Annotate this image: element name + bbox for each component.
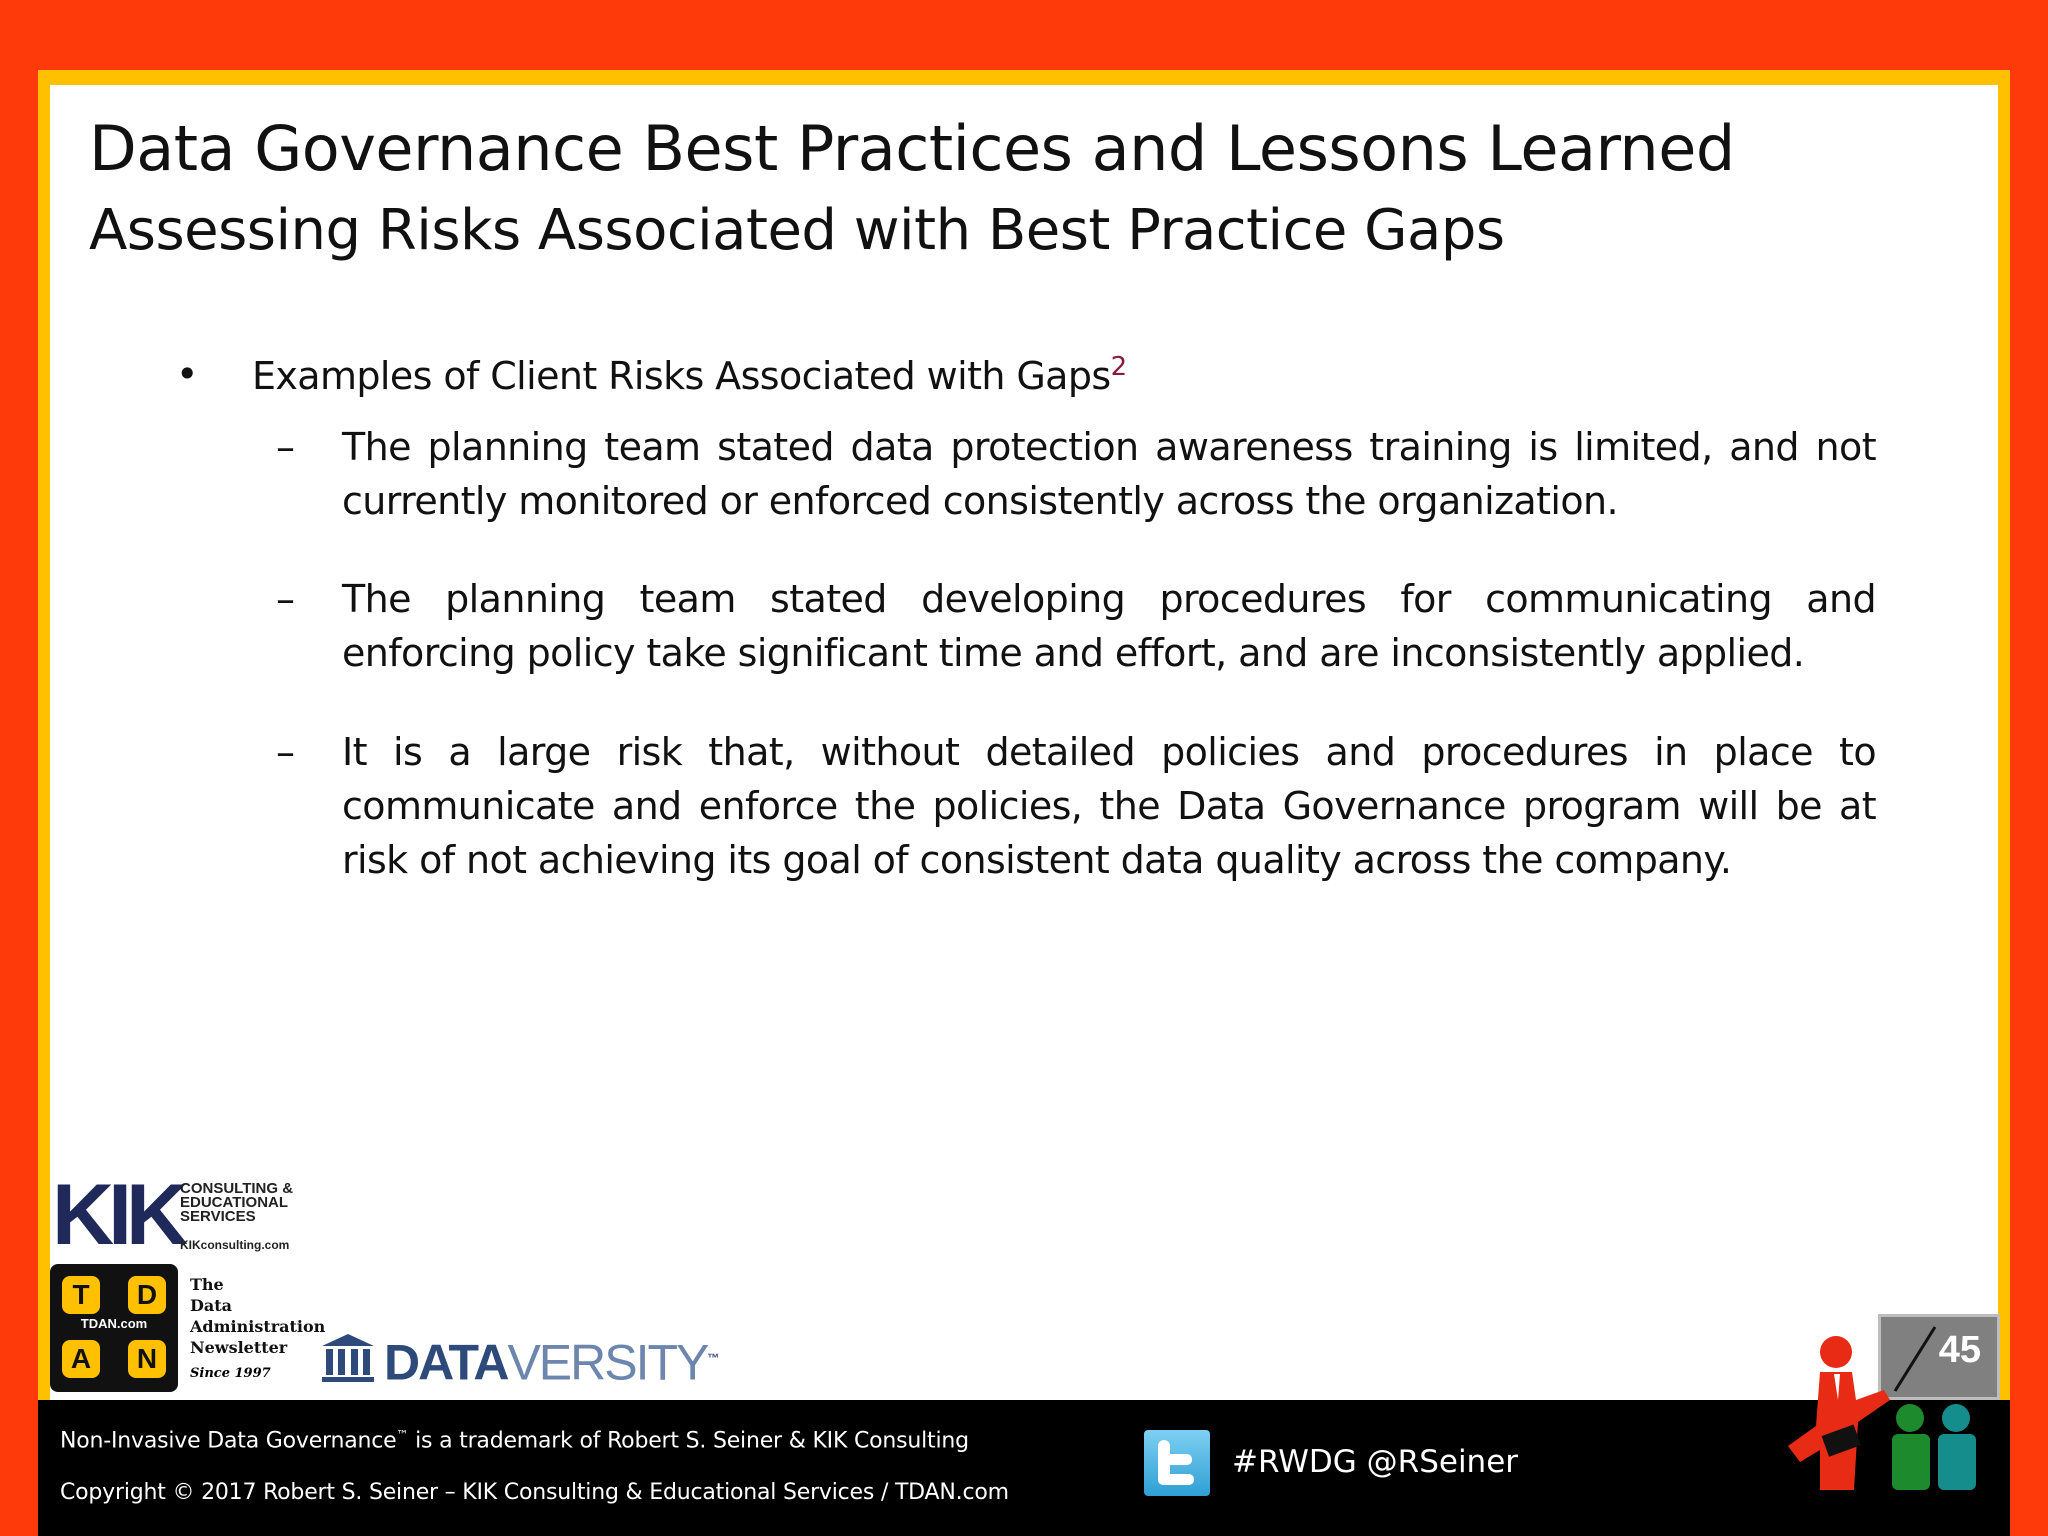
sub-bullet-text: It is a large risk that, without detailed policies and procedures in place to communicate and enforce the policies, the Data Governance program will be at risk of not achieving its goal of consistent data quality across the company.	[342, 730, 1876, 882]
trademark-notice	[60, 1428, 969, 1453]
tdan-letter: T	[62, 1276, 100, 1314]
presenter-icon	[1780, 1330, 2000, 1506]
twitter-icon	[1144, 1430, 1210, 1496]
tdan-badge	[50, 1264, 178, 1392]
dataversity-wordmark	[384, 1330, 717, 1391]
copyright-notice: Copyright © 2017 Robert S. Seiner – KIK Consulting & Educational Services / TDAN.com	[60, 1480, 1009, 1505]
slide-subtitle: Assessing Risks Associated with Best Practice Gaps	[89, 198, 1505, 263]
tdan-site: TDAN.com	[80, 1316, 148, 1331]
footnote-ref: 2	[1110, 352, 1127, 382]
trademark-prefix: Non-Invasive Data Governance	[60, 1428, 397, 1454]
social-handle: #RWDG @RSeiner	[1232, 1444, 1519, 1480]
dataversity-logo	[322, 1330, 718, 1391]
dataversity-tm: ™	[707, 1351, 718, 1365]
slide-title: Data Governance Best Practices and Lessons Learned	[89, 112, 1735, 185]
dataversity-light: VERSITY	[507, 1334, 708, 1391]
tdan-name: The Data Administration Newsletter	[190, 1275, 326, 1357]
kik-tagline: CONSULTING & EDUCATIONAL SERVICES	[180, 1180, 294, 1225]
sub-bullet-text: The planning team stated data protection awareness training is limited, and not currently monitored or enforced consistently across the organization.	[342, 425, 1876, 523]
trademark-suffix: is a trademark of Robert S. Seiner & KIK Consulting	[408, 1428, 969, 1454]
tdan-letter: N	[128, 1340, 166, 1378]
tdan-since: Since 1997	[190, 1366, 271, 1381]
page-number: 45	[1938, 1329, 1981, 1371]
dataversity-bold: DATA	[384, 1334, 508, 1391]
footer-bar	[38, 1400, 2010, 1536]
sub-bullet-text: The planning team stated developing procedures for communicating and enforcing policy take significant time and effort, and are inconsistently applied.	[342, 577, 1876, 675]
kik-logo	[52, 1167, 312, 1263]
dash-marker: –	[276, 577, 295, 621]
tdan-letter: D	[128, 1276, 166, 1314]
dash-marker: –	[276, 425, 295, 469]
kik-mark: KIK	[52, 1167, 183, 1263]
kik-url: KIKconsulting.com	[180, 1238, 290, 1252]
tdan-logo	[50, 1264, 330, 1394]
tdan-letter: A	[62, 1340, 100, 1378]
dash-marker: –	[276, 730, 295, 774]
trademark-mark: ™	[396, 1428, 409, 1442]
bullet-label: Examples of Client Risks Associated with Gaps	[252, 354, 1111, 398]
bullet-text	[252, 352, 1127, 398]
bullet-dot: •	[176, 352, 198, 396]
building-icon	[322, 1334, 374, 1382]
